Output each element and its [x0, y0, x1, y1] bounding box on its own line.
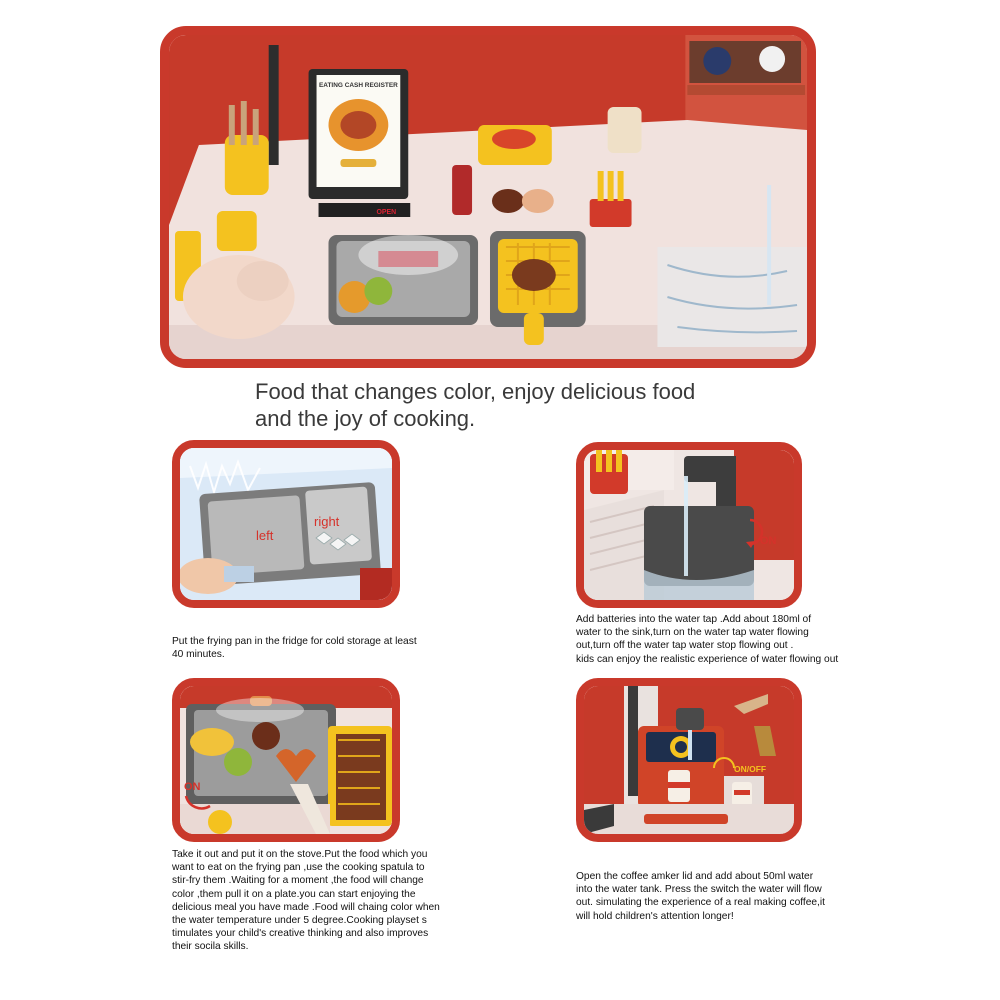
right-compartment-label: right: [314, 514, 340, 529]
coffee-on-off-label: ON/OFF: [734, 764, 767, 774]
fridge-photo: [172, 440, 400, 608]
register-screen-title: EATING CASH REGISTER: [318, 81, 398, 90]
stove-caption: Take it out and put it on the stove.Put the food which you want to eat on the frying pan ,use the cooking spatula to stir-fry them .Waiting for a moment ,the food will change color ,them pull it on a plate.you can start enjoying the delicious meal you have made .Food will chaing color when the water temperature under 5 degree.Cooking playset s timulates your child's creative thinking and also improves their socila skills.: [172, 849, 440, 953]
stove-illustration: [180, 686, 392, 834]
tap-illustration: [584, 450, 794, 600]
coffee-illustration: [584, 686, 794, 834]
water-tap-photo: [576, 442, 802, 608]
kitchen-illustration: [169, 35, 807, 359]
left-compartment-label: left: [256, 528, 274, 543]
coffee-maker-photo: [576, 678, 802, 842]
register-tray-label: OPEN: [376, 208, 397, 217]
headline: Food that changes color, enjoy delicious food and the joy of cooking.: [255, 379, 696, 431]
coffee-caption: Open the coffee amker lid and add about 50ml water into the water tank. Press the switch the water will flow out. simulating the experience of a real making coffee,it will hold children's attention longer!: [576, 871, 825, 922]
fridge-illustration: [180, 448, 392, 600]
tap-caption: Add batteries into the water tap .Add about 180ml of water to the sink,turn on the water tap water flowing out,turn off the water tap water stop flowing out . kids can enjoy the realistic experience of water flowing out: [576, 614, 839, 665]
stove-on-label: ON: [184, 781, 201, 793]
stove-photo: [172, 678, 400, 842]
hero-kitchen-photo: [160, 26, 816, 368]
fridge-caption: Put the frying pan in the fridge for cold storage at least 40 minutes.: [172, 636, 417, 661]
tap-on-label: ON: [760, 535, 777, 547]
